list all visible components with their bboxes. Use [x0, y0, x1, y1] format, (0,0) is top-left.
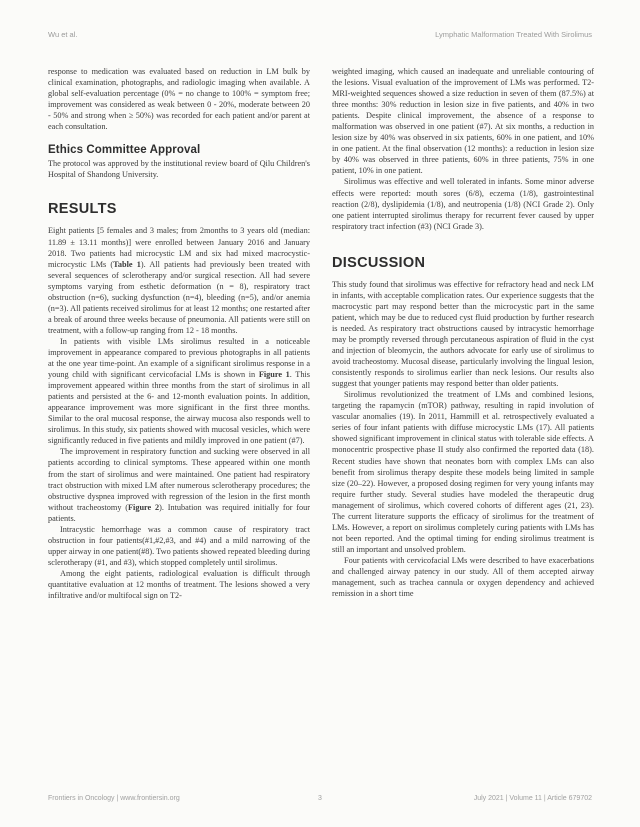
- page-number: 3: [318, 795, 322, 802]
- right-column: [332, 66, 594, 599]
- ethics-paragraph: The protocol was approved by the institutional review board of Qilu Children's Hospital of Shandong University.: [48, 159, 310, 180]
- header-title: Lymphatic Malformation Treated With Sirolimus: [435, 30, 592, 39]
- results-paragraph-7: Sirolimus was effective and well tolerated in infants. Some minor adverse effects were reported: mouth sores (6/8), eczema (1/8), gastrointestinal reaction (2/8), dyslipidemia (1/8), and neutropenia (1/8) (NCI Grade 2). Only one patient interrupted sirolimus therapy for recurrent fever caused by upper respiratory tract infection (#3) (NCI Grade 3).: [332, 177, 594, 231]
- results-paragraph-3: The improvement in respiratory function and sucking were observed in all patients according to clinical symptoms. These appeared within one month from the start of sirolimus and were maintained. One patient had respiratory tract obstruction with mixed LM after numerous sclerotherapy procedures; the obstructive dyspnea improved with regression of the lesion in the first month without tracheostomy (Figure 2). Intubation was required initially for four patients.: [48, 447, 310, 523]
- results-paragraph-6: weighted imaging, which caused an inadequate and unreliable contouring of the lesions. Visual evaluation of the improvement of LMs was performed. T2-MRI-weighted sequences showed a size reduction in seven of them (87.5%) at three months: 30% reduction in lesion size in five patients, and 40% in two patients. Despite clinical improvement, the absence of a response to malformation was observed in one patient (#7). At six months, a reduction in lesion size by 40% was observed in six patients, 60% in one patient, and 10% in one patient. At the final observation (12 months): a reduction in lesion size by 40% was observed in three patients, 60% in three patients, 75% in one patient, 10% in one patient.: [332, 67, 594, 176]
- results-paragraph-2: In patients with visible LMs sirolimus resulted in a noticeable improvement in appearance compared to previous photographs in all patients at the one year time-point. An example of a significant sirolimus response in a young child with significant cervicofacial LMs is shown in Figure 1. This improvement appeared within three months from the start of sirolimus in all patients and persisted at the 6- and 12-month evaluation points. In addition, appearance improvement was more significant in the first three months. Similar to the oral mucosal response, the airway mucosa also responds well to sirolimus. In this study, six patients showed with mucosal vesicles, which were significantly reduced in five patients and mildly improved in one patient (#7).: [48, 336, 310, 446]
- results-paragraph-5: Among the eight patients, radiological evaluation is difficult through quantitative evaluation at 12 months of treatment. The lesions showed a very infiltrative and/or multifocal sign on T2-: [48, 568, 310, 601]
- results-paragraph-4: Intracystic hemorrhage was a common cause of respiratory tract obstruction in four patients(#1,#2,#3, and #4) and a mild narrowing of the upper airway in one patient(#8). Two patients showed repeated bleeding during sclerotherapy (#1, and #3), which stopped completely until sirolimus.: [48, 524, 310, 567]
- discussion-heading: DISCUSSION: [332, 254, 426, 271]
- ethics-heading: Ethics Committee Approval: [48, 144, 201, 157]
- table-1-link[interactable]: Table 1: [113, 259, 141, 269]
- figure-2-link[interactable]: Figure 2: [128, 502, 160, 512]
- results-paragraph-1: Eight patients [5 females and 3 males; from 2months to 3 years old (median: 11.89 ± 13.11 months)] were enrolled between January 2016 and January 2018. Two patients had microcystic LM and six had mixed macrocystic-microcystic LMs (Table 1). All patients had previously been treated with several sequences of sclerotherapy and/or surgical resection. All had severe symptoms varying from esthetic deformation (n = 8), respiratory tract obstruction (n=6), sucking dysfunction (n=4), bleeding (n=5), and/or anemia (n=3). All patients received sirolimus for at least 12 months; one restarted after a break of around three weeks because of pneumonia. All patients were still on treatment, with a follow-up ranging from 12 - 18 months.: [48, 226, 310, 335]
- discussion-paragraph-2: Sirolimus revolutionized the treatment of LMs and combined lesions, targeting the rapamycin (mTOR) pathway, resulting in rapid involution of vascular anomalies (19). In 2011, Hammill et al. retrospectively evaluated a series of four infant patients with diffuse microcystic LMs (17). All patients showed significant improvement in clinical status with tolerable side effects. A monocentric prospective phase II study also confirmed the reported data (18). Recent studies have shown that neonates born with complex LMs can also benefit from sirolimus therapy despite these models being limited in sample size (20–22). However, a proposed dosing regimen for very young infants may require further study. Several studies have modeled the therapeutic drug management of sirolimus, which covered cohorts of different ages (21, 23). The current literature supports the efficacy of sirolimus for the treatment of LMs. However, a report on sirolimus completely curing patients with LMs has not been reported. And the optimal timing for ending sirolimus treatment is still an important and unsolved problem.: [332, 390, 594, 554]
- methods-continuation-paragraph: response to medication was evaluated based on reduction in LM bulk by clinical examination, photographs, and radiologic imaging when available. A global self-evaluation percentage (0% = no change to 100% = symptom free; improvement was considered as weak between 0 - 20%, moderate between 20 - 50% and strong when ≥ 50%) was recorded for each patient and/or parent at each consultation.: [48, 67, 310, 132]
- figure-1-link[interactable]: Figure 1: [258, 370, 290, 380]
- running-header: [48, 30, 592, 44]
- footer-journal: Frontiers in Oncology | www.frontiersin.org: [48, 795, 180, 802]
- results-heading: RESULTS: [48, 201, 117, 218]
- discussion-paragraph-1: This study found that sirolimus was effective for refractory head and neck LM in infants, with acceptable complication rates. Our experience suggests that the macrocystic part may respond better than the microcystic part in the same patient, which may be due to reduced cyst fluid production by further research is needed. As respiratory tract obstructions caused by intracystic hemorrhage may be promptly reversed through percutaneous aspiration of fluid in the cyst and injection of bleomycin, the authors advocate for early use of sirolimus to avoid tracheostomy. Mucosal disease, particularly involving the lingual lesion, consistently responds to sirolimus earlier than neck lesions. Our results also suggest that younger patients may respond better than older patients.: [332, 279, 594, 389]
- left-column: [48, 66, 310, 601]
- page-footer: [48, 795, 592, 807]
- discussion-paragraph-3: Four patients with cervicofacial LMs were described to have exacerbations and challenged airway patency in our study. All of them accepted airway management, such as trachea cannula or oxygen dependency and achieved remission in a short time: [332, 555, 594, 599]
- footer-issue: July 2021 | Volume 11 | Article 679702: [473, 795, 592, 802]
- header-authors: Wu et al.: [48, 30, 78, 39]
